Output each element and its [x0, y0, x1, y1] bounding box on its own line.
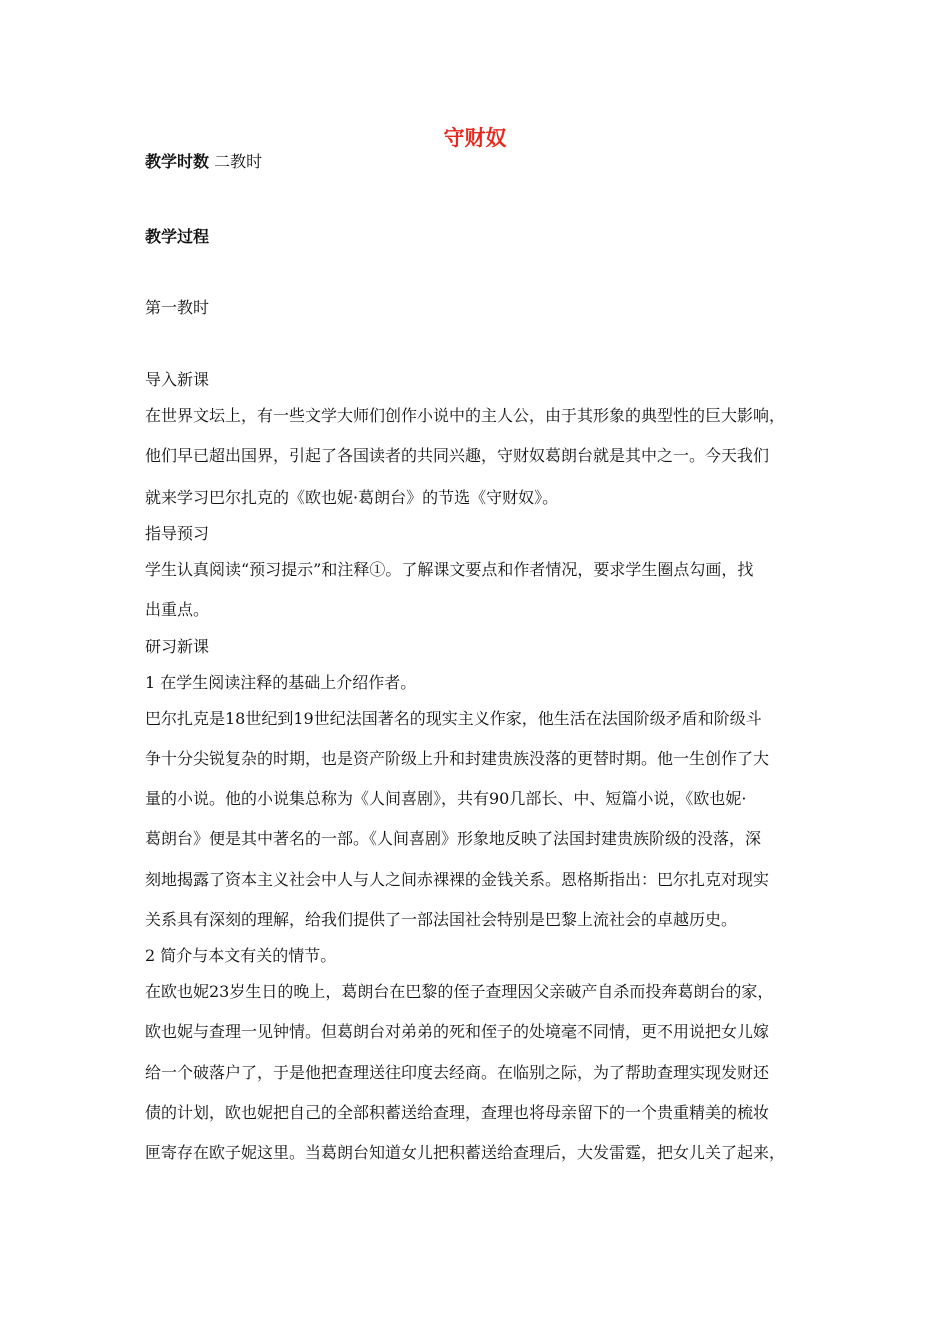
- item1-line: 争十分尖锐复杂的时期，也是资产阶级上升和封建贵族没落的更替时期。他一生创作了大: [145, 749, 770, 768]
- preview-heading: 指导预习: [145, 524, 210, 543]
- intro-heading: 导入新课: [145, 370, 210, 389]
- study-heading: 研习新课: [145, 637, 210, 656]
- teaching-hours-value: 二教时: [214, 152, 263, 171]
- item1-line: 刻地揭露了资本主义社会中人与人之间赤裸裸的金钱关系。恩格斯指出：巴尔扎克对现实: [145, 870, 770, 889]
- item2-line: 债的计划，欧也妮把自己的全部积蓄送给查理，查理也将母亲留下的一个贵重精美的梳妆: [145, 1103, 770, 1122]
- item2-line: 匣寄存在欧子妮这里。当葛朗台知道女儿把积蓄送给查理后，大发雷霆，把女儿关了起来，: [145, 1143, 786, 1162]
- item1-heading: 1 在学生阅读注释的基础上介绍作者。: [145, 673, 417, 692]
- item1-line: 量的小说。他的小说集总称为《人间喜剧》，共有90几部长、中、短篇小说，《欧也妮·: [145, 789, 747, 808]
- document-title: 守财奴: [443, 126, 507, 150]
- item2-line: 欧也妮与查理一见钟情。但葛朗台对弟弟的死和侄子的处境毫不同情，更不用说把女儿嫁: [145, 1022, 770, 1041]
- item2-line: 在欧也妮23岁生日的晚上，葛朗台在巴黎的侄子查理因父亲破产自杀而投奔葛朗台的家，: [145, 982, 774, 1001]
- item1-line: 关系具有深刻的理解，给我们提供了一部法国社会特别是巴黎上流社会的卓越历史。: [145, 910, 738, 929]
- item1-line: 葛朗台》便是其中著名的一部。《人间喜剧》形象地反映了法国封建贵族阶级的没落，深: [145, 829, 762, 848]
- item1-line: 巴尔扎克是18世纪到19世纪法国著名的现实主义作家，他生活在法国阶级矛盾和阶级斗: [145, 709, 762, 728]
- item2-heading: 2 简介与本文有关的情节。: [145, 946, 337, 965]
- preview-line: 学生认真阅读“预习提示”和注释①。了解课文要点和作者情况，要求学生圈点勾画，找: [145, 560, 754, 579]
- teaching-hours-line: [145, 152, 262, 172]
- teaching-process-heading: 教学过程: [145, 227, 210, 246]
- preview-line: 出重点。: [145, 600, 210, 619]
- intro-line: 在世界文坛上，有一些文学大师们创作小说中的主人公，由于其形象的典型性的巨大影响，: [145, 406, 786, 425]
- intro-line: 他们早已超出国界，引起了各国读者的共同兴趣，守财奴葛朗台就是其中之一。今天我们: [145, 446, 770, 465]
- lesson-one-heading: 第一教时: [145, 298, 210, 317]
- item2-line: 给一个破落户了，于是他把查理送往印度去经商。在临别之际，为了帮助查理实现发财还: [145, 1063, 770, 1082]
- intro-line: 就来学习巴尔扎克的《欧也妮·葛朗台》的节选《守财奴》。: [145, 488, 559, 507]
- teaching-hours-label: 教学时数: [145, 152, 210, 171]
